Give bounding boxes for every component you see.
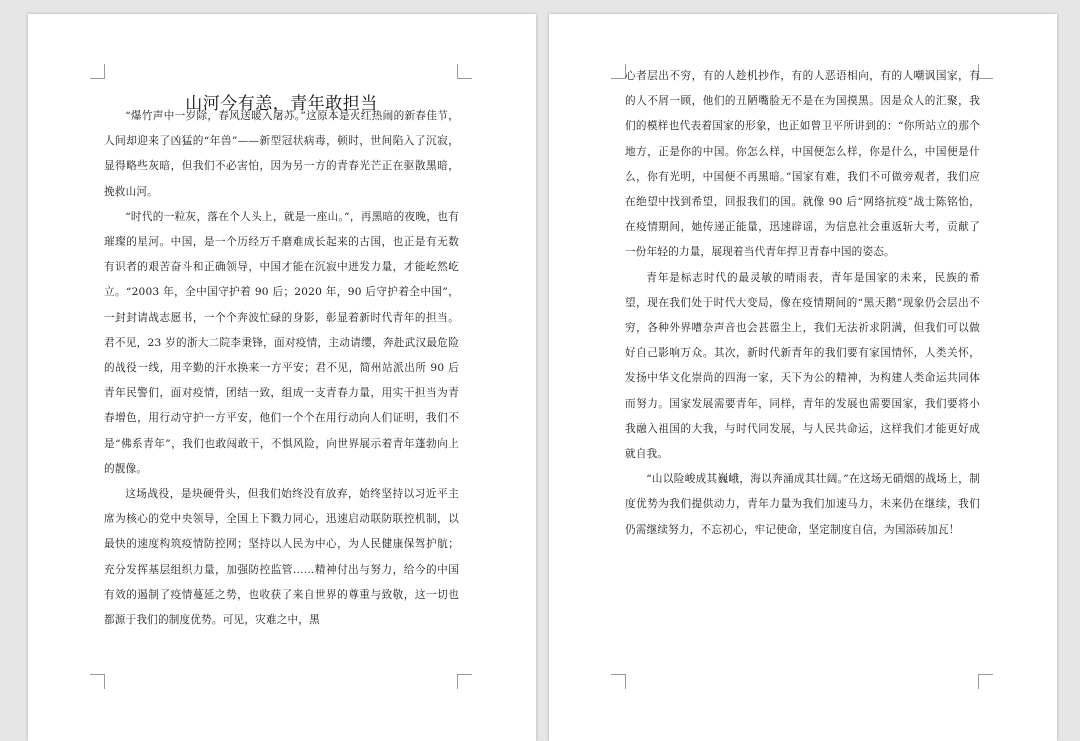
page-right-body[interactable]: [625, 64, 980, 543]
margin-corner-top-right: [978, 64, 993, 79]
margin-corner-bottom-right: [978, 674, 993, 689]
paragraph: 这场战役，是块硬骨头，但我们始终没有放弃，始终坚持以习近平主席为核心的党中央领导，全国上下戮力同心，迅速启动联防联控机制，以最快的速度构筑疫情防控网；坚持以人民为中心，为人民健康保驾护航；充分发挥基层组织力量，加强防控监管……精神付出与努力，给今的中国有效的遏制了疫情蔓延之势，也收获了来自世界的尊重与致敬，这一切也都源于我们的制度优势。可见，灾难之中，黑: [104, 488, 459, 627]
margin-corner-bottom-left: [611, 674, 626, 689]
margin-corner-top-right: [457, 64, 472, 79]
paragraph: “时代的一粒灰，落在个人头上，就是一座山。”，再黑暗的夜晚，也有璀璨的星河。中国，是一个历经万千磨难成长起来的古国，也正是有无数有识者的艰苦奋斗和正确领导，中国才能在沉寂中迸发力量，才能屹然屹立。“2003 年，全中国守护着 90 后；2020 年，90 后守护着全中国”，一封封请战志愿书，一个个奔波忙碌的身影，彰显着新时代青年的担当。君不见，23 岁的浙大二院李秉锋，面对疫情，主动请缨，奔赴武汉最危险的战役一线，用辛勤的汗水换来一方平安；君不见，简州站派出所 90 后青年民警们，面对疫情，团结一致，组成一支青春力量，用实干担当为青春增色，用行动守护一方平安，他们一个个在用行动向人们证明，我们不是“佛系青年”，我们也敢闯敢干，不惧风险，向世界展示着青年蓬勃向上的靓像。: [104, 210, 459, 475]
paragraph: “爆竹声中一岁除，春风送暖入屠苏。”这原本是火红热闹的新春佳节，人间却迎来了凶猛的“年兽”——新型冠状病毒，顿时，世间陷入了沉寂，显得略些灰暗，但我们不必害怕，因为另一方的青春光芒正在驱散黑暗，挽救山河。: [104, 110, 459, 198]
paragraph: 青年是标志时代的最灵敏的晴雨表，青年是国家的未来，民族的希望，现在我们处于时代大变局，像在疫情期间的“黑天鹅”现象仍会层出不穷，各种外界嘈杂声音也会甚嚣尘上，我们无法祈求阴满，但我们可以做好自己影响万众。其次，新时代新青年的我们要有家国情怀，人类关怀，发扬中华文化崇尚的四海一家，天下为公的精神，为构建人类命运共同体而努力。国家发展需要青年，同样，青年的发展也需要国家，我们要将小我融入祖国的大我，与时代同发展，与人民共命运，这样我们才能更好成就自我。: [625, 271, 980, 461]
margin-corner-top-left: [90, 64, 105, 79]
paragraph: “山以险峻成其巍峨，海以奔涌成其壮阔。”在这场无硝烟的战场上，制度优势为我们提供动力，青年力量为我们加速马力，未来仍在继续，我们仍需继续努力，不忘初心，牢记使命，坚定制度自信，为国添砖加瓦！: [625, 473, 980, 536]
document-page-right: [549, 14, 1057, 741]
page-left-body[interactable]: [104, 104, 459, 633]
margin-corner-bottom-left: [90, 674, 105, 689]
margin-corner-top-left: [611, 64, 626, 79]
paragraph-continued: 心者层出不穷，有的人趁机抄作，有的人恶语相向，有的人嘲讽国家，有的人不屑一顾，他们的丑陋嘴脸无不是在为国摸黑。因是众人的汇聚，我们的模样也代表着国家的形象，也正如曾卫平所讲到的：“你所站立的那个地方，正是你的中国。你怎么样，中国便怎么样，你是什么，中国便是什么，你有光明，中国便不再黑暗。”国家有难，我们不可做旁观者，我们应在绝望中找到希望，回报我们的国。就像 90 后“网络抗疫”战士陈铭怡，在疫情期间，她传递正能量，迅速辟谣，为信息社会重返斩大考，贡献了一份年轻的力量，展现着当代青年捍卫青春中国的姿态。: [625, 70, 980, 259]
document-page-left: [28, 14, 536, 741]
margin-corner-bottom-right: [457, 674, 472, 689]
document-title: 山河今有恙，青年敢担当: [185, 94, 378, 115]
